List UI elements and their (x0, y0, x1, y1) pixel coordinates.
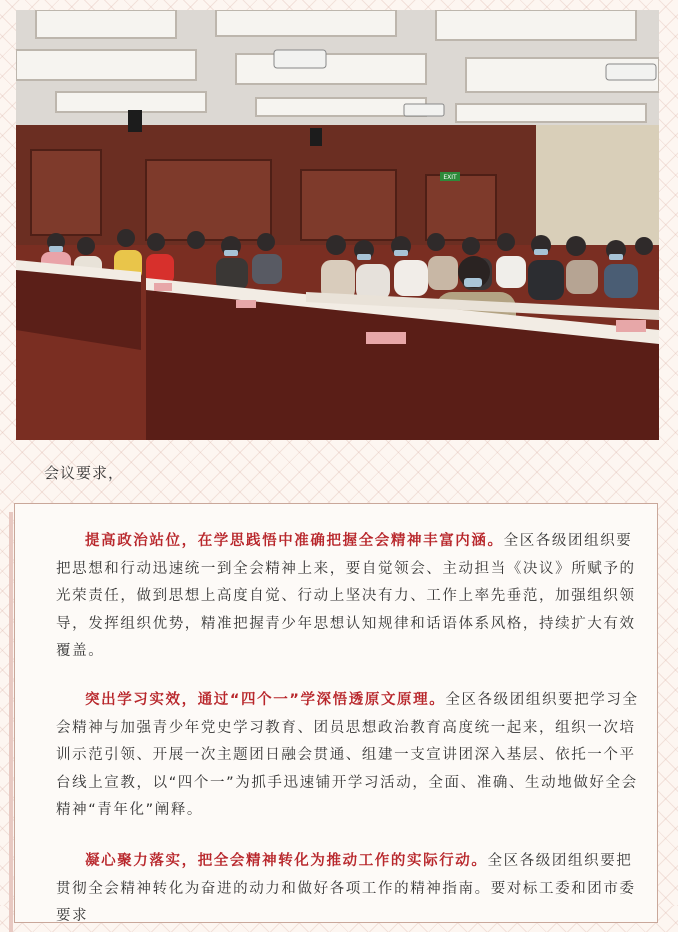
speaker-right (310, 128, 322, 146)
intro-text: 会议要求， (44, 464, 125, 482)
requirement-3-body: 全区各级团组织要把贯彻全会精神转化为奋进的动力和做好各项工作的精神指南。要对标工委和团市委要求 (56, 853, 636, 925)
requirement-2-lead: 突出学习实效，通过“四个一”学深悟透原文原理。 (85, 692, 446, 708)
requirements-box (14, 503, 658, 923)
requirement-1-lead: 提高政治站位，在学思践悟中准确把握全会精神丰富内涵。 (85, 533, 504, 549)
requirement-paragraph-3 (56, 848, 648, 931)
requirement-3-lead: 凝心聚力落实，把全会精神转化为推动工作的实际行动。 (85, 853, 488, 869)
side-wall (536, 125, 659, 250)
requirement-1-body: 全区各级团组织要把思想和行动迅速统一到全会精神上来，要自觉领会、主动担当《决议》所赋予的光荣责任，做到思想上高度自觉、行动上坚决有力、工作上率先垂范，加强组织领导，发挥组织优势，精准把握青少年思想认知规律和话语体系风格，持续扩大有效覆盖。 (56, 533, 636, 660)
requirement-paragraph-1 (56, 528, 648, 666)
meeting-photo (16, 10, 659, 440)
ceiling-coffers (16, 10, 659, 122)
speaker-left (128, 110, 142, 132)
exit-sign-text: EXIT (443, 174, 457, 181)
requirement-2-body: 全区各级团组织要把学习全会精神与加强青少年党史学习教育、团员思想政治教育高度统一起来，组织一次培训示范引领、开展一次主题团日融会贯通、组建一支宣讲团深入基层、依托一个平台线上宣教，以“四个一”为抓手迅速铺开学习活动，全面、准确、生动地做好全会精神“青年化”阐释。 (56, 692, 639, 819)
meeting-scene (16, 10, 659, 440)
requirement-paragraph-2 (56, 687, 648, 825)
